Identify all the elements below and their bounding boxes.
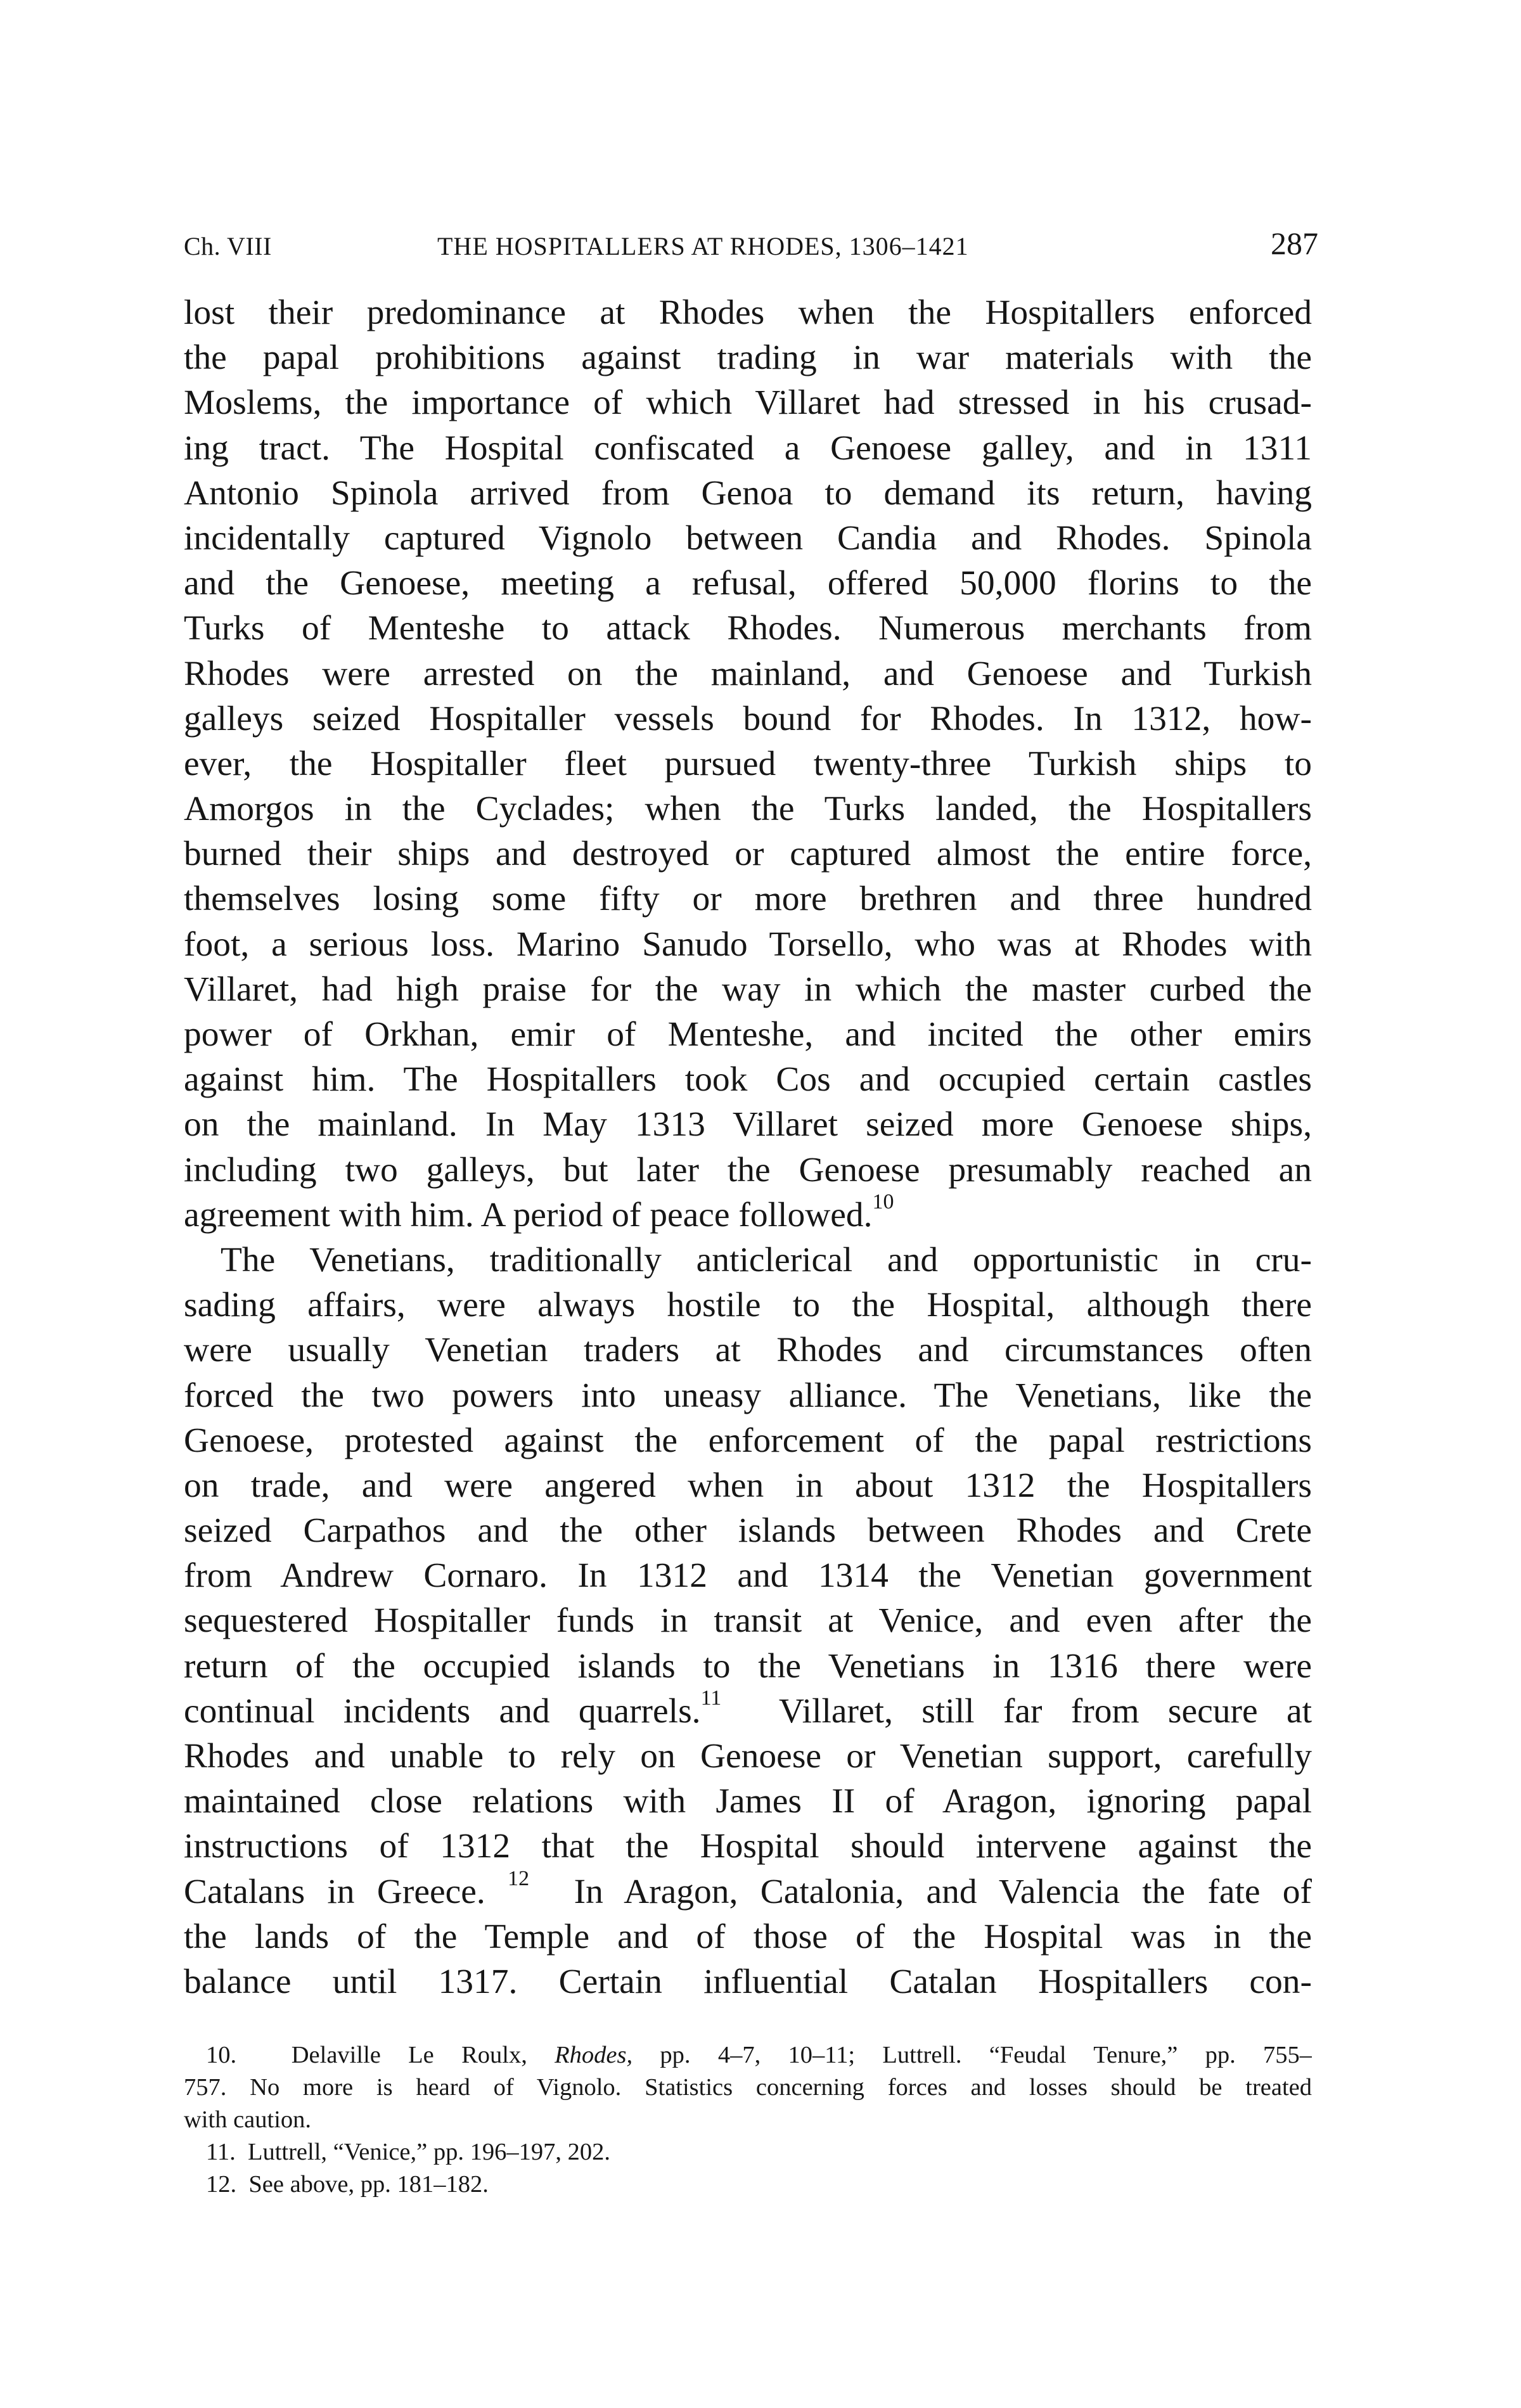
text-run: continual incidents and quarrels. <box>184 1691 701 1731</box>
text-line: seized Carpathos and the other islands between Rhodes and Crete <box>184 1511 1312 1551</box>
text-line: incidentally captured Vignolo between Candia and Rhodes. Spinola <box>184 518 1312 558</box>
footnote-italic-title: Rhodes, <box>555 2042 633 2068</box>
text-line: instructions of 1312 that the Hospital should intervene against the <box>184 1827 1312 1866</box>
text-line: and the Genoese, meeting a refusal, offered 50,000 florins to the <box>184 564 1312 603</box>
text-run: Villaret, still far from secure at <box>778 1691 1312 1731</box>
footnote-text: Luttrell, “Venice,” pp. 196–197, 202. <box>247 2139 610 2165</box>
text-line: on the mainland. In May 1313 Villaret seized more Genoese ships, <box>184 1105 1312 1144</box>
note-reference: 10 <box>872 1192 894 1214</box>
text-line: Villaret, had high praise for the way in which the master curbed the <box>184 970 1312 1009</box>
text-line: were usually Venetian traders at Rhodes and circumstances often <box>184 1331 1312 1370</box>
text-line <box>184 1869 1312 1914</box>
text-line: forced the two powers into uneasy alliance. The Venetians, like the <box>184 1376 1312 1415</box>
text-line: the lands of the Temple and of those of the Hospital was in the <box>184 1917 1312 1956</box>
footnotes <box>184 2039 1312 2201</box>
running-head <box>184 225 1318 269</box>
text-line: on trade, and were angered when in about 1312 the Hospitallers <box>184 1466 1312 1505</box>
text-line: Rhodes were arrested on the mainland, and Genoese and Turkish <box>184 654 1312 693</box>
text-line: ing tract. The Hospital confiscated a Genoese galley, and in 1311 <box>184 428 1312 468</box>
text-line: burned their ships and destroyed or captured almost the entire force, <box>184 835 1312 874</box>
text-line: The Venetians, traditionally anticlerical and opportunistic in cru- <box>221 1240 1312 1279</box>
chapter-label: Ch. VIII <box>184 232 272 260</box>
note-reference: 11 <box>700 1688 722 1710</box>
text-line: from Andrew Cornaro. In 1312 and 1314 the Venetian government <box>184 1556 1312 1596</box>
body-text <box>184 290 1312 2039</box>
text-line: Moslems, the importance of which Villaret had stressed in his crusad- <box>184 383 1312 423</box>
footnote-10-continued: with caution. <box>184 2106 312 2133</box>
text-line: sequestered Hospitaller funds in transit at Venice, and even after the <box>184 1601 1312 1641</box>
footnote-number: 10. <box>206 2042 237 2068</box>
text-line: Antonio Spinola arrived from Genoa to demand its return, having <box>184 473 1312 513</box>
footnote-10 <box>184 2039 1312 2072</box>
text-line: return of the occupied islands to the Venetians in 1316 there were <box>184 1646 1312 1686</box>
text-line: balance until 1317. Certain influential Catalan Hospitallers con- <box>184 1962 1312 2001</box>
text-line: against him. The Hospitallers took Cos and occupied certain castles <box>184 1060 1312 1099</box>
text-run: Catalans in Greece. <box>184 1872 485 1911</box>
footnote-10-continued: 757. No more is heard of Vignolo. Statistics concerning forces and losses should be treated <box>184 2074 1312 2101</box>
text-line: themselves losing some fifty or more brethren and three hundred <box>184 880 1312 919</box>
text-run: agreement with him. A period of peace followed. <box>184 1195 873 1234</box>
text-line <box>184 1689 1312 1734</box>
text-line: power of Orkhan, emir of Menteshe, and incited the other emirs <box>184 1015 1312 1054</box>
footnote-11 <box>184 2136 1312 2168</box>
text-line: including two galleys, but later the Genoese presumably reached an <box>184 1150 1312 1189</box>
text-line: foot, a serious loss. Marino Sanudo Torsello, who was at Rhodes with <box>184 925 1312 964</box>
footnote-text: See above, pp. 181–182. <box>248 2171 489 2198</box>
text-line <box>184 1193 1312 1238</box>
text-run: In Aragon, Catalonia, and Valencia the fate of <box>574 1872 1312 1911</box>
running-title: THE HOSPITALLERS AT RHODES, 1306–1421 <box>437 232 969 260</box>
footnote-number: 12. <box>206 2171 237 2198</box>
text-line: Amorgos in the Cyclades; when the Turks landed, the Hospitallers <box>184 790 1312 829</box>
text-line: ever, the Hospitaller fleet pursued twenty-three Turkish ships to <box>184 744 1312 783</box>
text-line: Genoese, protested against the enforcement of the papal restrictions <box>184 1421 1312 1460</box>
page-number: 287 <box>1271 226 1318 261</box>
footnote-number: 11. <box>206 2139 236 2165</box>
text-line: sading affairs, were always hostile to the Hospital, although there <box>184 1286 1312 1325</box>
footnote-12 <box>184 2168 1312 2201</box>
text-line: the papal prohibitions against trading in war materials with the <box>184 338 1312 378</box>
text-line: maintained close relations with James II of Aragon, ignoring papal <box>184 1782 1312 1821</box>
text-line: Turks of Menteshe to attack Rhodes. Numerous merchants from <box>184 609 1312 648</box>
text-line: Rhodes and unable to rely on Genoese or Venetian support, carefully <box>184 1737 1312 1776</box>
text-line: lost their predominance at Rhodes when the Hospitallers enforced <box>184 293 1312 332</box>
footnote-text: pp. 4–7, 10–11; Luttrell. “Feudal Tenure,” pp. 755– <box>660 2042 1312 2068</box>
footnote-text: Delaville Le Roulx, <box>291 2042 527 2068</box>
note-reference: 12 <box>508 1869 530 1891</box>
text-line: galleys seized Hospitaller vessels bound for Rhodes. In 1312, how- <box>184 699 1312 738</box>
